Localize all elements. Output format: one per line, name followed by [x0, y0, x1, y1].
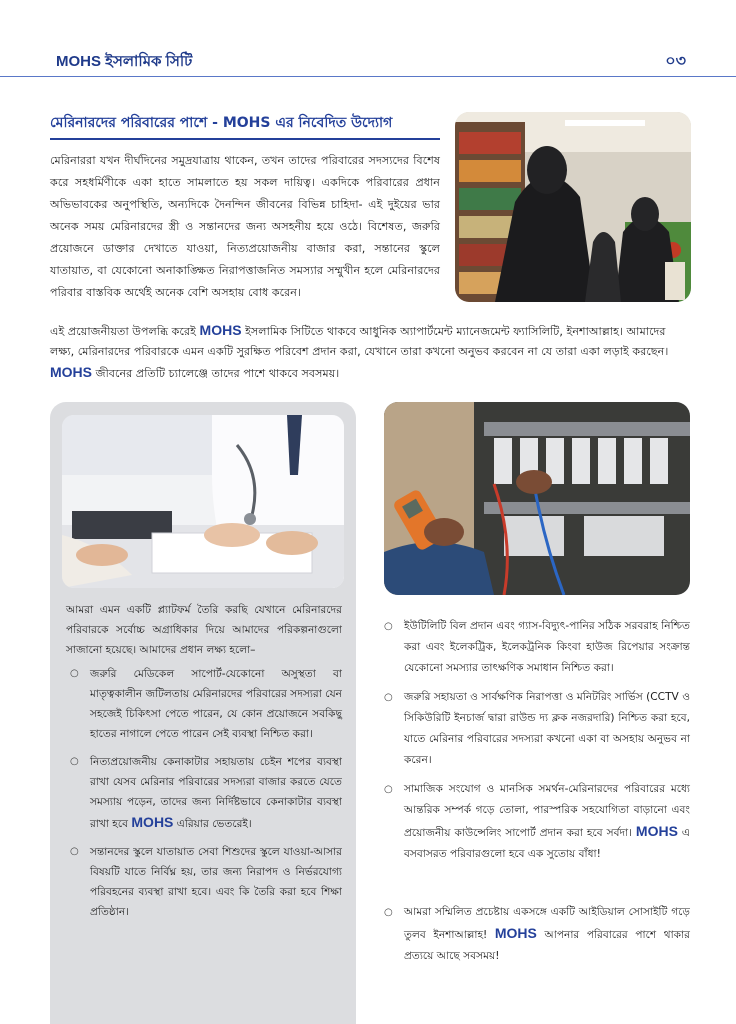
right-column-text: [380, 616, 690, 873]
brand-mohs: MOHS: [635, 823, 678, 839]
list-item-text: সামাজিক সংযোগ ও মানসিক সমর্থন-মেরিনারদের পরিবারের মধ্যে আন্তরিক সম্পর্ক গড়ে তোলা, পারস্পরিক সহযোগিতা বাড়ানো এবং প্রয়োজনীয় কাউন্সেলিং সাপোর্ট প্রদান করা হবে সর্বদা।: [404, 783, 690, 839]
section-title: মেরিনারদের পরিবারের পাশে - MOHS এর নিবেদিত উদ্যোগ: [50, 115, 393, 131]
list-item-text: আপনার পরিবারের পাশে থাকার প্রত্যয়ে আছে সবসময়!: [404, 929, 690, 962]
doctor-writing-photo: [62, 415, 344, 588]
list-item-text: সন্তানদের স্কুলে যাতায়াত সেবা শিশুদের স্কুলে যাওয়া-আসার বিষয়টি যাতে নির্বিঘ্ন হয়, তার জন্য নিরাপদ ও নির্ভরযোগ্য পরিবহনের ব্যবস্থা রাখা হবে। এবং কি তৈরি করা হবে শিক্ষা প্রতিষ্ঠান।: [90, 846, 342, 918]
brand-mohs: MOHS: [50, 364, 92, 380]
left-bullet-list: [66, 664, 342, 922]
list-item: [66, 664, 342, 744]
brand-mohs: MOHS: [494, 925, 537, 941]
list-item-text: ইউটিলিটি বিল প্রদান এবং গ্যাস-বিদ্যুৎ-পানির সঠিক সরবরাহ নিশ্চিত করা এবং ইলেকট্রিক, ইলেকট্রনিক কিংবা হাউজ রিপেয়ার সংক্রান্ত যেকোনো সমস্যার তাৎক্ষণিক সমাধান নিশ্চিত করা।: [404, 620, 690, 674]
list-item-text: জরুরি মেডিকেল সাপোর্ট-যেকোনো অসুস্থতা বা মাতৃত্বকালীন জটিলতায় মেরিনারদের পরিবারের সদস্যরা যেন সহজেই চিকিৎসা পেতে পারেন, যে কোন প্রয়োজনে সবকিছু হাতের নাগালে পেতে পারেন সেই ব্যবস্থা নিশ্চিত করা।: [90, 668, 342, 740]
list-item-text: এ বসবাসরত পরিবারগুলো হবে এক সুতোয় বাঁধা!: [404, 827, 690, 860]
left-column-text: [66, 600, 342, 930]
list-item: [66, 752, 342, 834]
intro-paragraph: মেরিনাররা যখন দীর্ঘদিনের সমুদ্রযাত্রায় থাকেন, তখন তাদের পরিবারের সদস্যদের বিশেষ করে সহধর্মিণীকে একা হাতে সামলাতে হয় সকল দায়িত্ব। একদিকে পরিবারের প্রধান অভিভাবকের অনুপস্থিতি, অন্যদিকে দৈনন্দিন জীবনের বিভিন্ন চাহিদা- এই দুইয়ের ভার অনেক সময় মেরিনারদের স্ত্রী ও সন্তানদের জন্য অসহনীয় হয়ে ওঠে। বিশেষত, জরুরি প্রয়োজনে ডাক্তার দেখাতে যাওয়া, নিত্যপ্রয়োজনীয় বাজার করা, সন্তানের স্কুলে যাতায়াত, বা যেকোনো অনাকাঙ্ক্ষিত নিরাপত্তাজনিত সমস্যার সম্মুখীন হলে মেরিনারদের পরিবার বাস্তবিক অর্থেই অনেক বেশি অসহায় বোধ করেন।: [50, 154, 440, 299]
electrician-multimeter-photo: [384, 402, 690, 595]
left-lead-paragraph: আমরা এমন একটি প্ল্যাটফর্ম তৈরি করছি যেখানে মেরিনারদের পরিবারকে সর্বোচ্চ অগ্রাধিকার দিয়ে আমাদের পরিকল্পনাগুলো সাজানো হয়েছে। আমাদের প্রধান লক্ষ্য হলো–: [66, 604, 342, 656]
list-item-text: আমরা সম্মিলিত প্রচেষ্টায় একসঙ্গে একটি আইডিয়াল সোসাইটি গড়ে তুলব ইনশাআল্লাহ!: [404, 906, 690, 941]
list-item-text: এরিয়ার ভেতরেই।: [176, 818, 252, 830]
bullet-icon: ○: [70, 756, 79, 767]
brand-mohs: MOHS: [131, 814, 174, 830]
list-item: [380, 779, 690, 865]
list-item-text: নিত্যপ্রয়োজনীয় কেনাকাটার সহায়তায় চেইন শপের ব্যবস্থা রাখা যেসব মেরিনার পরিবারের সদস্যরা বাজার করতে যেতে সমস্যায় পড়েন, তাদের জন্য নির্দিষ্টভাবে কেনাকাটার ব্যবস্থা রাখা হবে: [90, 756, 342, 830]
bullet-icon: ○: [70, 668, 79, 679]
page-number: ০৩: [665, 51, 686, 70]
supermarket-shoppers-photo: [455, 112, 691, 302]
bullet-icon: ○: [384, 784, 393, 795]
wide-text-2: ইসলামিক সিটিতে থাকবে আধুনিক অ্যাপার্টমেন্ট ম্যানেজমেন্ট ফ্যাসিলিটি, ইনশাআল্লাহ। আমাদের লক্ষ্য, মেরিনারদের পরিবারকে এমন একটি সুরক্ষিত পরিবেশ প্রদান করা, যেখানে তারা কখনো অনুভব করবেন না যে তারা একা লড়াই করছেন।: [50, 325, 669, 358]
wide-text-1: এই প্রয়োজনীয়তা উপলব্ধি করেই: [50, 325, 196, 338]
bullet-icon: ○: [384, 907, 393, 918]
list-item-text: জরুরি সহায়তা ও সার্বক্ষণিক নিরাপত্তা ও মনিটরিং সার্ভিস (CCTV ও সিকিউরিটি ইনচার্জ দ্বারা রাউন্ড দ্য ক্লক নজরদারি) নিশ্চিত করা হবে, যাতে মেরিনার পরিবারের সদস্যরা কখনো একা বা অসহায় অনুভব না করেন।: [404, 691, 690, 766]
bullet-icon: ○: [70, 846, 79, 857]
header-divider: [0, 76, 736, 77]
bullet-icon: ○: [384, 621, 393, 632]
closing-statement: [380, 902, 690, 975]
header-title: MOHS ইসলামিক সিটি: [56, 53, 193, 70]
brand-mohs: MOHS: [199, 322, 242, 338]
list-item: [380, 902, 690, 967]
list-item: [380, 687, 690, 771]
title-underline: [50, 138, 440, 140]
list-item: [66, 842, 342, 922]
list-item: [380, 616, 690, 679]
wide-text-3: জীবনের প্রতিটি চ্যালেঞ্জে তাদের পাশে থাকবে সবসময়।: [95, 367, 340, 380]
right-bullet-list: [380, 616, 690, 865]
closing-list: [380, 902, 690, 967]
wide-paragraph: [50, 320, 690, 384]
bullet-icon: ○: [384, 692, 393, 703]
page-header: [0, 0, 736, 78]
